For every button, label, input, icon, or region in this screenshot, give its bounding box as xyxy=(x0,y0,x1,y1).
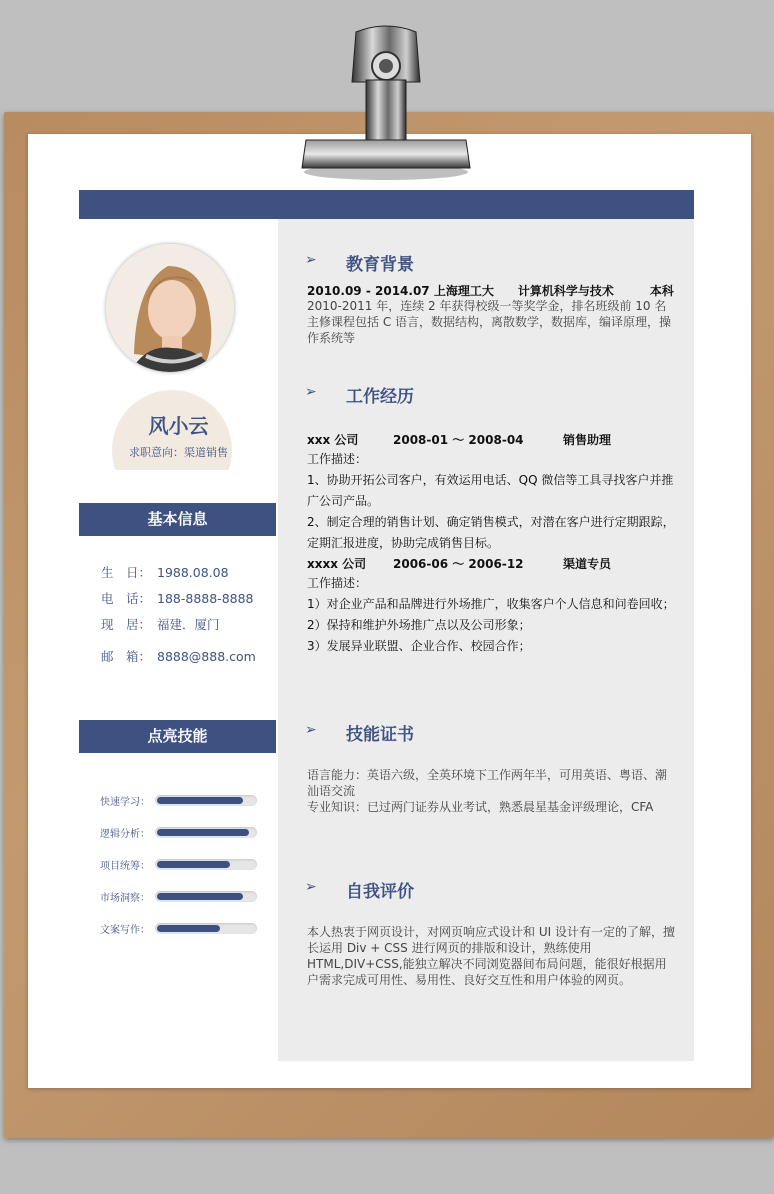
cert-line: 专业知识：已过两门证券从业考试，熟悉晨星基金评级理论，CFA xyxy=(307,800,654,814)
job-desc-line: 2）保持和维护外场推广点以及公司形象； xyxy=(307,618,531,632)
candidate-name: 风小云 xyxy=(148,414,209,438)
self-text: 本人热衷于网页设计，对网页响应式设计和 UI 设计有一定的了解，擅长运用 Div + CSS 进行网页的排版和设计，熟练使用 HTML,DIV+CSS,能独立解决不同浏览器间布局问题，能很好根据用户需求完成可用性、易用性、良好交互性和用户体验的网页。 xyxy=(307,925,675,987)
info-label: 现 居： xyxy=(101,617,152,632)
skill-label: 文案写作： xyxy=(100,925,150,936)
arrow-icon: ➢ xyxy=(305,384,317,400)
skill-label: 逻辑分析： xyxy=(100,829,150,840)
skill-label: 市场洞察： xyxy=(100,893,150,904)
section-title-self: 自我评价 xyxy=(346,882,414,902)
info-label: 生 日： xyxy=(101,565,152,580)
skills-heading: 点亮技能 xyxy=(79,720,276,753)
skill-bar-fill xyxy=(157,797,243,804)
binder-clip-icon xyxy=(296,22,476,182)
info-value: 1988.08.08 xyxy=(157,565,229,580)
job-intent: 求职意向：渠道销售 xyxy=(129,446,228,459)
job-desc-line: 1）对企业产品和品牌进行外场推广，收集客户个人信息和问卷回收； xyxy=(307,597,675,611)
skill-bar xyxy=(155,891,257,902)
job-desc-line: 1、协助开拓公司客户，有效运用电话、QQ 微信等工具寻找客户并推广公司产品。 xyxy=(307,473,674,508)
job-description xyxy=(307,449,677,554)
job-desc-line: 2、制定合理的销售计划、确定销售模式，对潜在客户进行定期跟踪，定期汇报进度，协助完成销售目标。 xyxy=(307,515,675,550)
arrow-icon: ➢ xyxy=(305,879,317,895)
job-role: 销售助理 xyxy=(563,433,612,447)
info-phone xyxy=(101,589,254,607)
job-company: xxxx 公司 xyxy=(307,557,367,571)
skill-bar xyxy=(155,923,257,934)
basic-info-heading: 基本信息 xyxy=(79,503,276,536)
job-description xyxy=(307,573,677,657)
job-company: xxx 公司 xyxy=(307,433,359,447)
job-role: 渠道专员 xyxy=(563,557,612,571)
job-period: 2008-01 ～ 2008-04 xyxy=(393,433,524,447)
avatar xyxy=(106,244,234,372)
skill-bar-fill xyxy=(157,861,230,868)
info-value: 188-8888-8888 xyxy=(157,591,254,606)
section-title-certs: 技能证书 xyxy=(346,725,414,745)
info-birthday xyxy=(101,563,229,581)
skill-bar xyxy=(155,795,257,806)
section-title-education: 教育背景 xyxy=(346,255,414,275)
skill-label: 项目统筹： xyxy=(100,861,150,872)
skill-bar-fill xyxy=(157,925,220,932)
info-value: 福建．厦门 xyxy=(157,617,220,632)
education-text: 2010-2011 年，连续 2 年获得校级一等奖学金，排名班级前 10 名主修课程包括 C 语言，数据结构，离散数学，数据库，编译原理，操作系统等 xyxy=(307,299,672,345)
job-period: 2006-06 ～ 2006-12 xyxy=(393,557,524,571)
cert-line: 语言能力：英语六级，全英环境下工作两年半，可用英语、粤语、潮汕语交流 xyxy=(307,768,668,798)
job-desc-line: 3）发展异业联盟、企业合作、校园合作； xyxy=(307,639,531,653)
job-desc-line: 工作描述： xyxy=(307,452,368,466)
skill-label: 快速学习： xyxy=(100,797,150,808)
skill-bar xyxy=(155,859,257,870)
arrow-icon: ➢ xyxy=(305,722,317,738)
arrow-icon: ➢ xyxy=(305,252,317,268)
section-title-work: 工作经历 xyxy=(346,387,414,407)
skill-bar-fill xyxy=(157,829,249,836)
info-label: 电 话： xyxy=(101,591,152,606)
header-bar xyxy=(79,190,694,219)
education-line: 2010.09 - 2014.07 上海理工大 计算机科学与技术 本科 xyxy=(307,284,674,298)
skill-bar-fill xyxy=(157,893,243,900)
job-desc-line: 工作描述： xyxy=(307,576,368,590)
info-value: 8888@888.com xyxy=(157,649,256,664)
certs-text xyxy=(307,767,677,815)
info-email xyxy=(101,647,256,665)
info-label: 邮 箱： xyxy=(101,649,152,664)
skill-bar xyxy=(155,827,257,838)
info-residence xyxy=(101,615,220,633)
